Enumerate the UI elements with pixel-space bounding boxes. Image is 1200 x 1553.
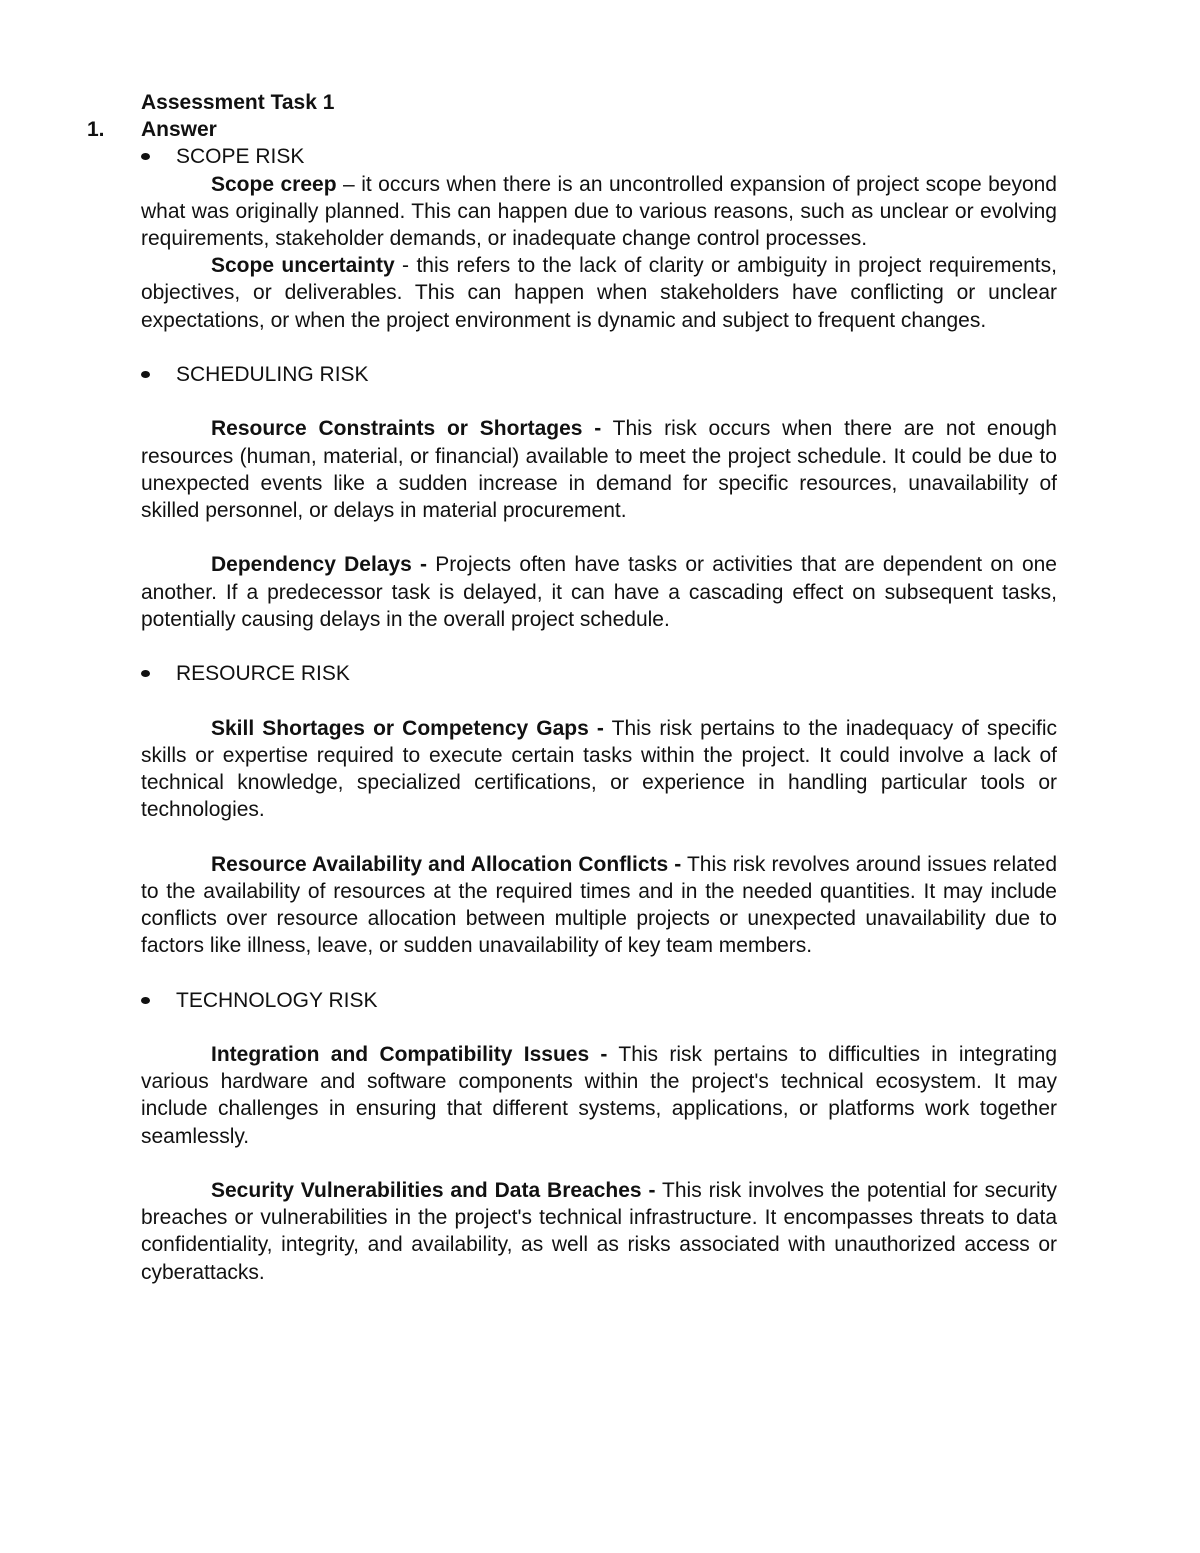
numbered-item <box>87 116 1057 143</box>
item-number: 1. <box>87 118 105 142</box>
risk-term: Scope uncertainty <box>211 254 395 278</box>
blank-line <box>141 959 1057 986</box>
risk-description: This risk involves the potential for security breaches or vulnerabilities in the project's technical infrastructure. It encompasses threats to data confidentiality, integrity, and availability, as well as risks associated with unauthorized access or cyberattacks. <box>141 1178 1057 1284</box>
blank-line <box>141 334 1057 361</box>
section-heading <box>141 361 1057 388</box>
bullet-icon <box>141 997 150 1004</box>
risk-description: This risk pertains to difficulties in integrating various hardware and software components within the project's technical ecosystem. It may include challenges in ensuring that different systems, applications, or platforms work together seamlessly. <box>141 1042 1057 1148</box>
risk-item <box>141 171 1057 253</box>
blank-line <box>141 1150 1057 1177</box>
risk-term: Resource Constraints or Shortages - <box>211 417 602 441</box>
risk-separator <box>604 717 612 740</box>
section-technology-risk <box>141 987 1057 1286</box>
section-heading-text: SCOPE RISK <box>176 145 305 169</box>
blank-line <box>141 823 1057 850</box>
risk-item <box>141 715 1057 824</box>
risk-separator: – <box>336 172 362 196</box>
risk-item <box>141 415 1057 524</box>
section-heading-text: RESOURCE RISK <box>176 662 350 686</box>
risk-description: it occurs when there is an uncontrolled expansion of project scope beyond what was originally planned. This can happen due to various reasons, such as unclear or evolving requirements, stakeholder demands, or inadequate change control processes. <box>141 172 1057 251</box>
risk-term: Resource Availability and Allocation Conflicts - <box>211 852 682 876</box>
risk-item <box>141 1177 1057 1286</box>
section-scope-risk <box>141 143 1057 333</box>
risk-item <box>141 1041 1057 1150</box>
risk-separator <box>607 1043 618 1066</box>
risk-description: This risk revolves around issues related to the availability of resources at the required times and in the needed quantities. It may include conflicts over resource allocation between multiple projects or unexpected unavailability due to factors like illness, leave, or sudden unavailability of key team members. <box>141 852 1057 958</box>
risk-description: this refers to the lack of clarity or ambiguity in project requirements, objectives, or deliverables. This can happen when stakeholders have conflicting or unclear expectations, or when the project environment is dynamic and subject to frequent changes. <box>141 254 1057 332</box>
risk-item <box>141 851 1057 960</box>
section-heading <box>141 987 1057 1014</box>
risk-term: Integration and Compatibility Issues - <box>211 1042 608 1066</box>
risk-item <box>141 252 1057 334</box>
blank-line <box>141 388 1057 415</box>
risk-description: This risk pertains to the inadequacy of specific skills or expertise required to execute certain tasks within the project. It could involve a lack of technical knowledge, specialized certifications, or experience in handling particular tools or technologies. <box>141 716 1057 822</box>
risk-term: Security Vulnerabilities and Data Breaches - <box>211 1178 656 1202</box>
risk-item <box>141 551 1057 633</box>
blank-line <box>141 687 1057 714</box>
risk-term: Skill Shortages or Competency Gaps - <box>211 716 604 740</box>
section-heading-text: TECHNOLOGY RISK <box>176 988 378 1012</box>
document-title: Assessment Task 1 <box>141 91 335 114</box>
risk-description: Projects often have tasks or activities that are dependent on one another. If a predecessor task is delayed, it can have a cascading effect on subsequent tasks, potentially causing delays in the overall project schedule. <box>141 553 1057 631</box>
risk-separator <box>601 417 612 440</box>
section-heading <box>141 143 1057 170</box>
blank-line <box>141 524 1057 551</box>
item-heading: Answer <box>141 118 217 142</box>
section-heading <box>141 660 1057 687</box>
document-body <box>87 89 1057 1286</box>
risk-term: Dependency Delays - <box>211 553 428 577</box>
risk-description: This risk occurs when there are not enough resources (human, material, or financial) available to meet the project schedule. It could be due to unexpected events like a sudden increase in demand for specific resources, unavailability of skilled personnel, or delays in material procurement. <box>141 417 1057 523</box>
risk-term: Scope creep <box>211 172 337 196</box>
blank-line <box>141 633 1057 660</box>
risk-separator: - <box>394 254 417 278</box>
section-heading-text: SCHEDULING RISK <box>176 363 369 387</box>
bullet-icon <box>141 670 150 677</box>
section-resource-risk <box>141 660 1057 959</box>
bullet-icon <box>141 153 150 160</box>
blank-line <box>141 1014 1057 1041</box>
section-scheduling-risk <box>141 361 1057 633</box>
bullet-icon <box>141 371 150 378</box>
